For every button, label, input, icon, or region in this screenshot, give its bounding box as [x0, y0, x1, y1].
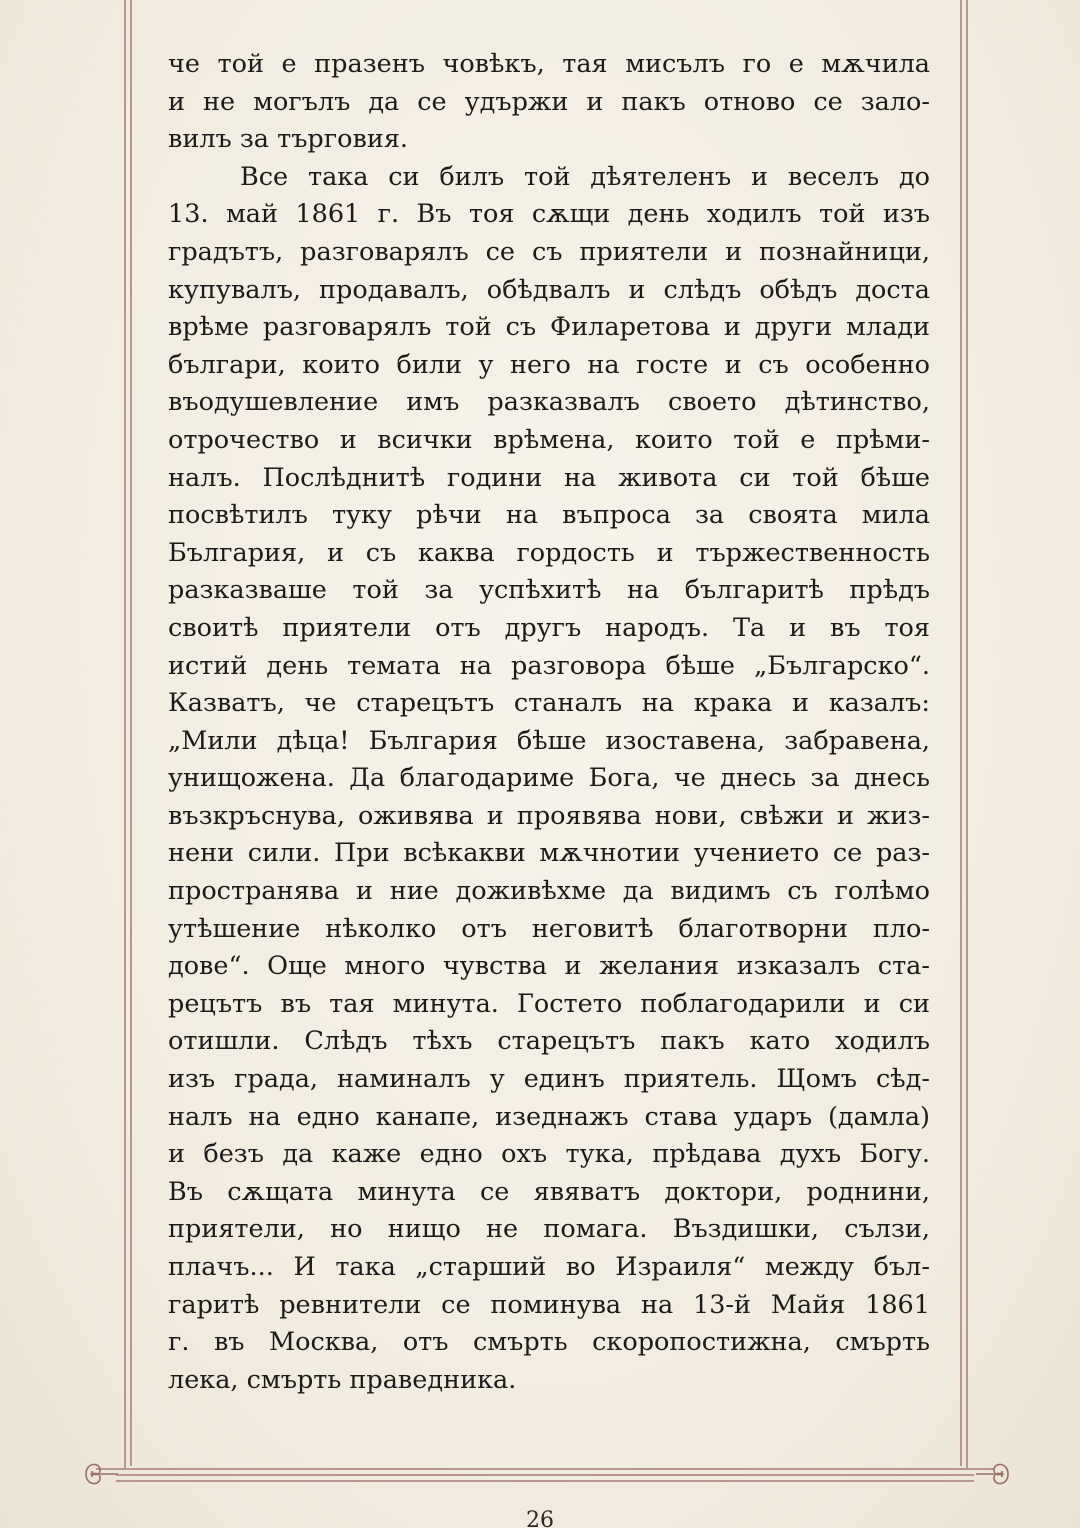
text-line: врѣме разговарялъ той съ Филаретова и други млади	[168, 312, 930, 343]
text-line: въодушевление имъ разказвалъ своето дѣтинство,	[168, 387, 930, 418]
text-line: лека, смърть праведника.	[168, 1364, 517, 1395]
text-line: Казватъ, че старецътъ станалъ на крака и казалъ:	[168, 688, 930, 719]
text-line: посвѣтилъ туку рѣчи на въпроса за своята мила	[168, 500, 930, 531]
text-line: рецътъ въ тая минута. Гостето поблагодарили и си	[168, 988, 930, 1019]
text-line: налъ. Послѣднитѣ години на живота си той бѣше	[168, 462, 930, 493]
text-line: 13. май 1861 г. Въ тоя сѫщи день ходилъ той изъ	[168, 199, 930, 230]
frame-left-outer	[124, 0, 126, 1470]
frame-right-inner	[960, 0, 962, 1466]
text-line: пространява и ние доживѣхме да видимъ съ голѣмо	[168, 876, 930, 907]
text-line: разказваше той за успѣхитѣ на българитѣ прѣдъ	[168, 575, 930, 606]
text-line: плачъ... И така „старший во Израиля“ между бъл-	[168, 1252, 930, 1282]
frame-right-outer	[966, 0, 968, 1470]
frame-left-inner	[130, 0, 132, 1466]
text-line: Все така си билъ той дѣятеленъ и веселъ до	[240, 161, 930, 192]
text-line: че той е празенъ човѣкъ, тая мисълъ го е мѫчила	[168, 49, 930, 79]
paragraph	[168, 46, 930, 159]
text-line: Въ сѫщата минута се явяватъ доктори, роднини,	[168, 1176, 930, 1207]
text-line: и безъ да каже едно охъ тука, прѣдава духъ Богу.	[168, 1139, 930, 1170]
text-line: отрочество и всички врѣмена, които той е прѣми-	[168, 424, 930, 455]
text-line: градътъ, разговарялъ се съ приятели и познайници,	[168, 236, 930, 267]
text-line: купувалъ, продавалъ, обѣдвалъ и слѣдъ обѣдъ доста	[168, 274, 930, 305]
text-line: нени сили. При всѣкакви мѫчнотии учението се раз-	[168, 838, 930, 869]
text-line: гаритѣ ревнители се поминува на 13-й Майя 1861	[168, 1289, 930, 1320]
text-line: дове“. Още много чувства и желания изказалъ ста-	[168, 951, 930, 982]
body-text	[168, 46, 930, 1399]
text-line: утѣшение нѣколко отъ неговитѣ благотворни пло-	[168, 913, 930, 944]
ornament-left-icon	[78, 1452, 122, 1496]
text-line: България, и съ каква гордость и тържественность	[168, 537, 930, 568]
text-line: възкръснува, оживява и проявява нови, свѣжи и жиз-	[168, 800, 930, 831]
page-number: 26	[526, 1508, 554, 1533]
text-line: своитѣ приятели отъ другъ народъ. Та и въ тоя	[168, 612, 930, 643]
text-line: българи, които били у него на госте и съ особенно	[168, 349, 930, 380]
text-line: изъ града, наминалъ у единъ приятель. Щомъ сѣд-	[168, 1064, 930, 1095]
text-line: „Мили дѣца! България бѣше изоставена, забравена,	[168, 725, 930, 756]
text-line: налъ на едно канапе, изеднажъ става ударъ (дамла)	[168, 1101, 930, 1132]
text-line: вилъ за търговия.	[168, 124, 409, 155]
text-line: г. въ Москва, отъ смърть скоропостижна, смърть	[168, 1327, 930, 1358]
paragraph	[168, 159, 930, 1400]
frame-bottom-inner	[116, 1474, 974, 1476]
frame-bottom-third	[116, 1480, 974, 1482]
ornament-right-icon	[972, 1452, 1016, 1496]
text-line: приятели, но нищо не помага. Въздишки, сълзи,	[168, 1214, 930, 1245]
text-line: отишли. Слѣдъ тѣхъ старецътъ пакъ като ходилъ	[168, 1026, 930, 1057]
text-line: и не могълъ да се удържи и пакъ отново се зало-	[168, 86, 930, 117]
frame-bottom-outer	[96, 1468, 994, 1470]
text-line: унищожена. Да благодариме Бога, че днесь за днесь	[168, 763, 930, 794]
text-line: истий день темата на разговора бѣше „Българско“.	[168, 650, 930, 681]
